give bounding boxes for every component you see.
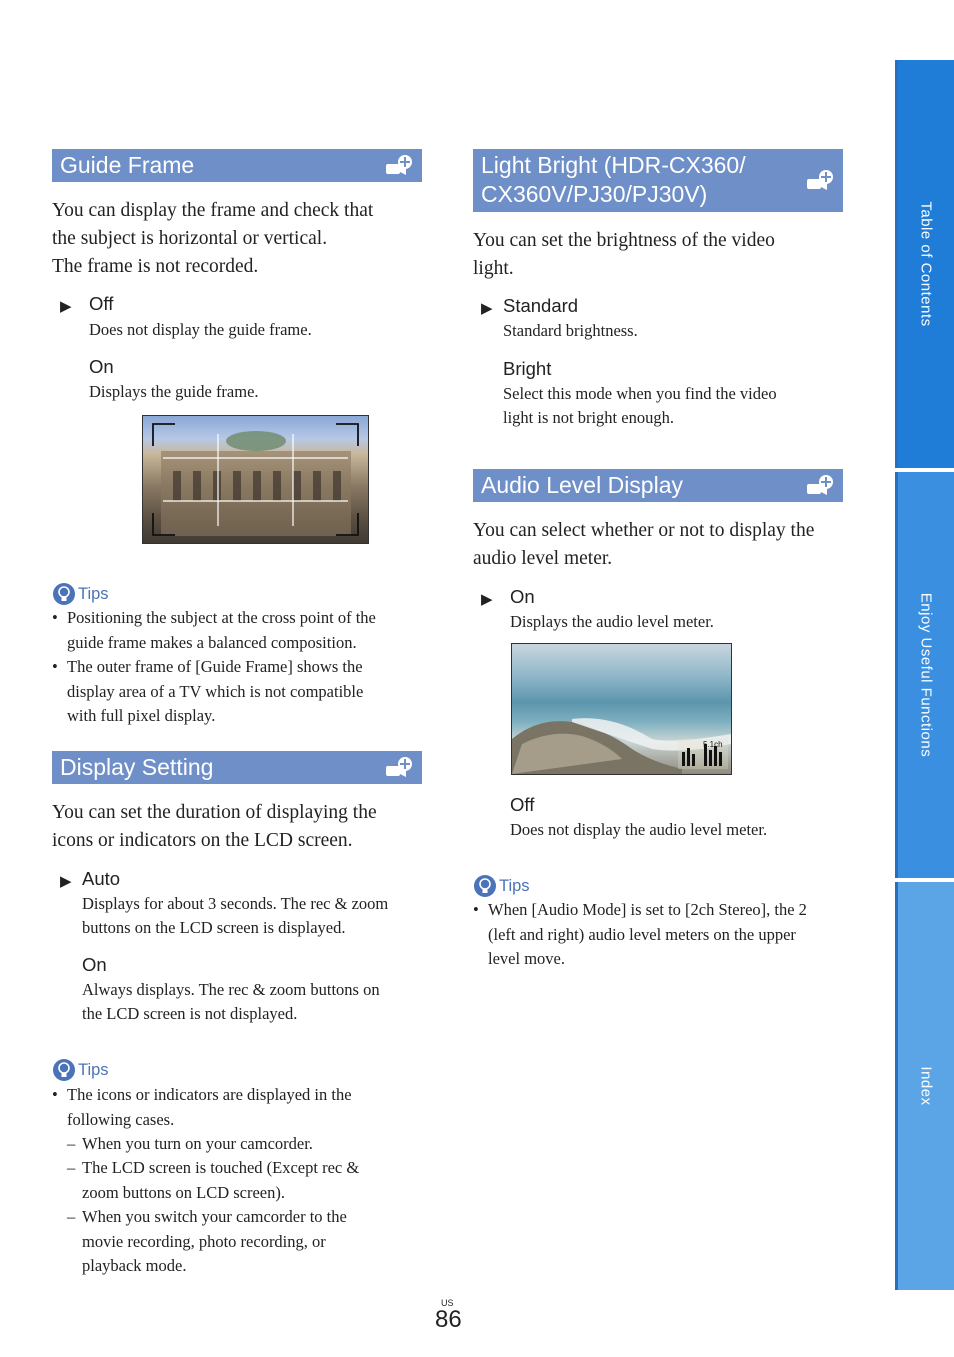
light-bright-header	[473, 149, 843, 212]
camera-plus-icon	[805, 169, 835, 193]
camera-plus-icon	[384, 154, 414, 178]
option-on-desc: Displays the guide frame.	[89, 382, 259, 401]
default-marker: ▶	[481, 301, 493, 317]
page-number: 86	[435, 1306, 462, 1333]
audio-level-title: Audio Level Display	[481, 472, 684, 498]
tips-label: Tips	[78, 1061, 109, 1079]
guide-frame-intro: You can display the frame and check that the subject is horizontal or vertical. The frame is not recorded.	[52, 200, 374, 277]
option-off-desc: Does not display the guide frame.	[89, 320, 312, 339]
option-on-label: On	[82, 954, 107, 975]
tips-label: Tips	[78, 585, 109, 603]
tips-icon	[53, 583, 75, 605]
tip-dash-item: – When you turn on your camcorder.	[67, 1134, 313, 1153]
page-region: US	[441, 1298, 454, 1308]
option-on-desc: Always displays. The rec & zoom buttons on the LCD screen is not displayed.	[82, 980, 380, 1023]
light-bright-title-line2: CX360V/PJ30/PJ30V)	[481, 181, 708, 207]
tab-enjoy-useful-functions[interactable]	[895, 472, 954, 878]
option-standard-desc: Standard brightness.	[503, 321, 638, 340]
tab-index-label: Index	[917, 1066, 935, 1106]
camera-plus-icon	[805, 474, 835, 498]
option-bright-desc: Select this mode when you find the video light is not bright enough.	[503, 384, 777, 427]
display-setting-header	[52, 751, 422, 784]
tab-index[interactable]	[895, 882, 954, 1290]
option-off-desc: Does not display the audio level meter.	[510, 820, 768, 839]
option-on-label: On	[510, 586, 535, 607]
tip-item: • The outer frame of [Guide Frame] shows the display area of a TV which is not compatible with full pixel display.	[52, 657, 364, 725]
option-auto-label: Auto	[82, 868, 121, 889]
tip-item: • The icons or indicators are displayed in the following cases.	[52, 1085, 352, 1129]
option-bright-label: Bright	[503, 358, 552, 379]
option-standard-label: Standard	[503, 295, 579, 316]
tips-icon	[474, 875, 496, 897]
camera-plus-icon	[384, 756, 414, 780]
audio-level-intro: You can select whether or not to display the audio level meter.	[473, 520, 815, 569]
option-off-label: Off	[510, 794, 535, 815]
option-auto-desc: Displays for about 3 seconds. The rec & zoom buttons on the LCD screen is displayed.	[82, 894, 389, 937]
tips-label: Tips	[499, 877, 530, 895]
tip-item: • Positioning the subject at the cross point of the guide frame makes a balanced composition.	[52, 608, 376, 652]
tips-icon	[53, 1059, 75, 1081]
tip-item: • When [Audio Mode] is set to [2ch Stereo], the 2 (left and right) audio level meters on the upper level move.	[473, 900, 807, 968]
light-bright-intro: You can set the brightness of the video light.	[473, 230, 775, 279]
tab-table-of-contents-label: Table of Contents	[917, 201, 935, 327]
option-off-label: Off	[89, 293, 114, 314]
audio-meter-label: 5.1ch	[703, 740, 723, 749]
tip-dash-item: – The LCD screen is touched (Except rec & zoom buttons on LCD screen).	[67, 1158, 360, 1202]
audio-level-photo	[511, 643, 732, 775]
audio-level-header	[473, 469, 843, 502]
option-on-desc: Displays the audio level meter.	[510, 612, 714, 631]
tip-dash-item: – When you switch your camcorder to the movie recording, photo recording, or playback mode.	[67, 1207, 347, 1275]
light-bright-title-line1: Light Bright (HDR-CX360/	[481, 152, 746, 178]
guide-frame-photo	[142, 415, 369, 544]
guide-frame-title: Guide Frame	[60, 152, 195, 178]
display-setting-title: Display Setting	[60, 754, 214, 780]
default-marker: ▶	[60, 299, 72, 315]
default-marker: ▶	[60, 874, 72, 890]
default-marker: ▶	[481, 592, 493, 608]
display-setting-intro: You can set the duration of displaying the icons or indicators on the LCD screen.	[52, 802, 377, 851]
option-on-label: On	[89, 356, 114, 377]
tab-table-of-contents[interactable]	[895, 60, 954, 468]
tab-enjoy-useful-functions-label: Enjoy Useful Functions	[917, 592, 935, 758]
guide-frame-header	[52, 149, 422, 182]
